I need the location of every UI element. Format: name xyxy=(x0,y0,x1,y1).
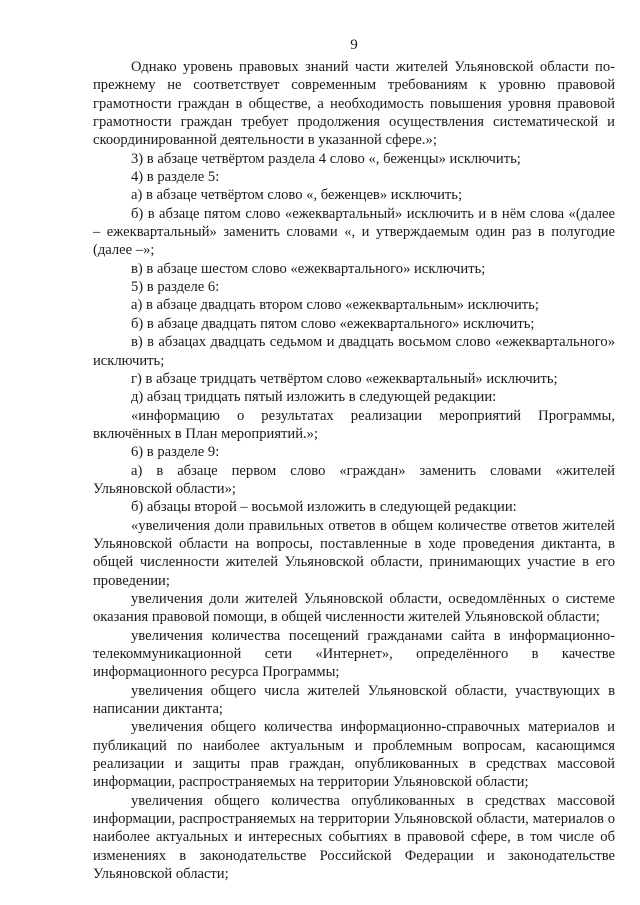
paragraph: г) в абзаце тридцать четвёртом слово «ежеквартальный» исключить; xyxy=(131,370,558,387)
paragraph: в) в абзаце шестом слово «ежеквартального» исключить; xyxy=(131,260,486,277)
paragraph: д) абзац тридцать пятый изложить в следующей редакции: xyxy=(131,389,497,406)
paragraph: увеличения количества посещений гражданами сайта в информационно-телекоммуникационной сети «Интернет», определённого в качестве информационного ресурса Программы; xyxy=(93,627,615,681)
paragraph: «информацию о результатах реализации мероприятий Программы, включённых в План мероприятий.»; xyxy=(93,407,615,442)
paragraph: 6) в разделе 9: xyxy=(131,444,220,461)
paragraph: 3) в абзаце четвёртом раздела 4 слово «, беженцы» исключить; xyxy=(131,150,521,167)
document-page xyxy=(93,36,615,883)
document-body xyxy=(93,58,615,883)
paragraph: б) абзацы второй – восьмой изложить в следующей редакции: xyxy=(131,499,517,516)
paragraph: 5) в разделе 6: xyxy=(131,279,220,296)
paragraph: а) в абзаце первом слово «граждан» заменить словами «жителей Ульяновской области»; xyxy=(93,462,615,497)
paragraph: Однако уровень правовых знаний части жителей Ульяновской области по-прежнему не соответствует современным требованиям к уровню правовой грамотности граждан в обществе, а необходимость повышения уровня правовой грамотности граждан требует продолжения осуществления систематической и скоординированной деятельности в указанной сфере.»; xyxy=(93,59,615,149)
paragraph: а) в абзаце двадцать втором слово «ежеквартальным» исключить; xyxy=(131,297,539,314)
paragraph: б) в абзаце двадцать пятом слово «ежеквартального» исключить; xyxy=(131,315,535,332)
paragraph: увеличения общего числа жителей Ульяновской области, участвующих в написании диктанта; xyxy=(93,682,615,718)
paragraph: «увеличения доли правильных ответов в общем количестве ответов жителей Ульяновской области на вопросы, поставленные в ходе проведения диктанта, в общей численности жителей Ульяновской области, принимающих участие в его проведении; xyxy=(93,517,615,589)
page-number: 9 xyxy=(350,37,358,53)
paragraph: в) в абзацах двадцать седьмом и двадцать восьмом слово «ежеквартального» исключить; xyxy=(93,334,615,369)
paragraph: б) в абзаце пятом слово «ежеквартальный» исключить и в нём слова «(далее – ежеквартальный» заменить словами «, и утверждаемым один раз в полугодие (далее –»; xyxy=(93,205,615,259)
paragraph: увеличения общего количества информационно-справочных материалов и публикаций по наиболее актуальным и проблемным вопросам, касающимся реализации и защиты прав граждан, опубликованных в средствах массовой информации, распространяемых на территории Ульяновской области; xyxy=(93,719,615,791)
paragraph: 4) в разделе 5: xyxy=(131,169,220,186)
paragraph: увеличения доли жителей Ульяновской области, осведомлённых о системе оказания правовой помощи, в общей численности жителей Ульяновской области; xyxy=(93,590,615,626)
paragraph: увеличения общего количества опубликованных в средствах массовой информации, распространяемых на территории Ульяновской области, материалов о наиболее актуальных и интересных событиях в правовой сфере, в том числе об изменениях в законодательстве Российской Федерации и законодательстве Ульяновской области; xyxy=(93,792,615,883)
paragraph: а) в абзаце четвёртом слово «, беженцев» исключить; xyxy=(131,187,463,204)
